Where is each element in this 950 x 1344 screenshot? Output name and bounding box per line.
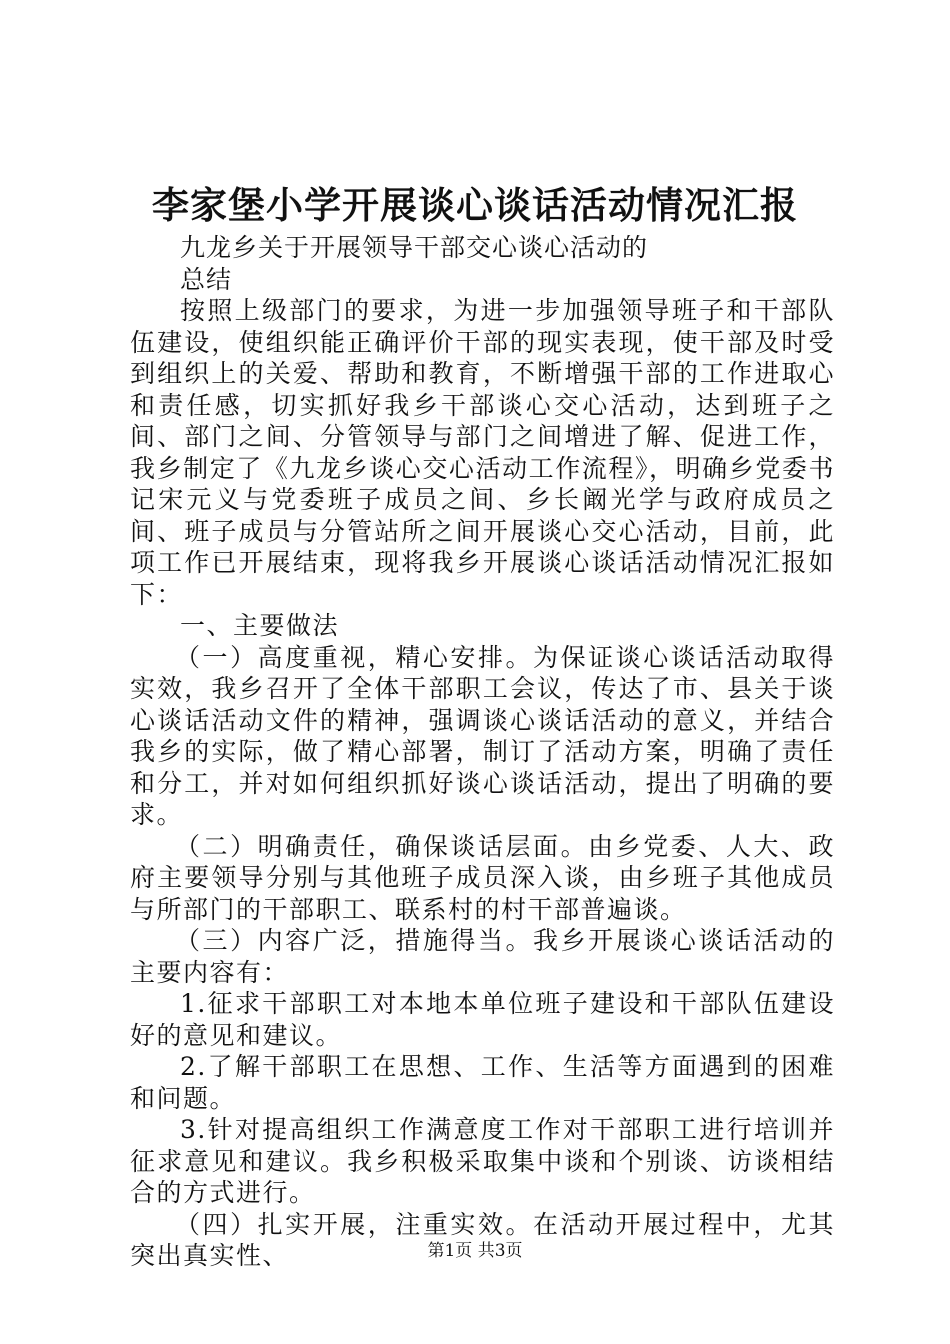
list-item: 2.了解干部职工在思想、工作、生活等方面遇到的困难和问题。 (130, 1052, 835, 1113)
page-footer: 第1页 共3页 (427, 1241, 523, 1261)
paragraph: （一）高度重视，精心安排。为保证谈心谈话活动取得实效，我乡召开了全体干部职工会议，传达了市、县关于谈心谈话活动文件的精神，强调谈心谈话活动的意义，并结合我乡的实际，做了精心部署，制订了活动方案，明确了责任和分工，并对如何组织抓好谈心谈话活动，提出了明确的要求。 (130, 642, 835, 829)
document-body (130, 295, 835, 1272)
subtitle-line-1: 九龙乡关于开展领导干部交心谈心活动的 (180, 233, 649, 262)
document-title: 李家堡小学开展谈心谈话活动情况汇报 (152, 183, 798, 227)
paragraph: 按照上级部门的要求，为进一步加强领导班子和干部队伍建设，使组织能正确评价干部的现实表现，使干部及时受到组织上的关爱、帮助和教育，不断增强干部的工作进取心和责任感，切实抓好我乡干部谈心交心活动，达到班子之间、部门之间、分管领导与部门之间增进了解、促进工作，我乡制定了《九龙乡谈心交心活动工作流程》，明确乡党委书记宋元义与党委班子成员之间、乡长阚光学与政府成员之间、班子成员与分管站所之间开展谈心交心活动，目前，此项工作已开展结束，现将我乡开展谈心谈话活动情况汇报如下： (130, 296, 835, 609)
list-item: 1.征求干部职工对本地本单位班子建设和干部队伍建设好的意见和建议。 (130, 989, 835, 1050)
subtitle-line-2: 总结 (180, 265, 233, 294)
section-heading: 一、主要做法 (180, 611, 340, 640)
paragraph: （三）内容广泛，措施得当。我乡开展谈心谈话活动的主要内容有： (130, 926, 835, 987)
paragraph: （四）扎实开展，注重实效。在活动开展过程中，尤其突出真实性、 (130, 1209, 835, 1270)
list-item: 3.针对提高组织工作满意度工作对干部职工进行培训并征求意见和建议。我乡积极采取集中谈和个别谈、访谈相结合的方式进行。 (130, 1115, 835, 1207)
paragraph: （二）明确责任，确保谈话层面。由乡党委、人大、政府主要领导分别与其他班子成员深入谈，由乡班子其他成员与所部门的干部职工、联系村的村干部普遍谈。 (130, 831, 835, 924)
document-subtitle (180, 232, 648, 296)
